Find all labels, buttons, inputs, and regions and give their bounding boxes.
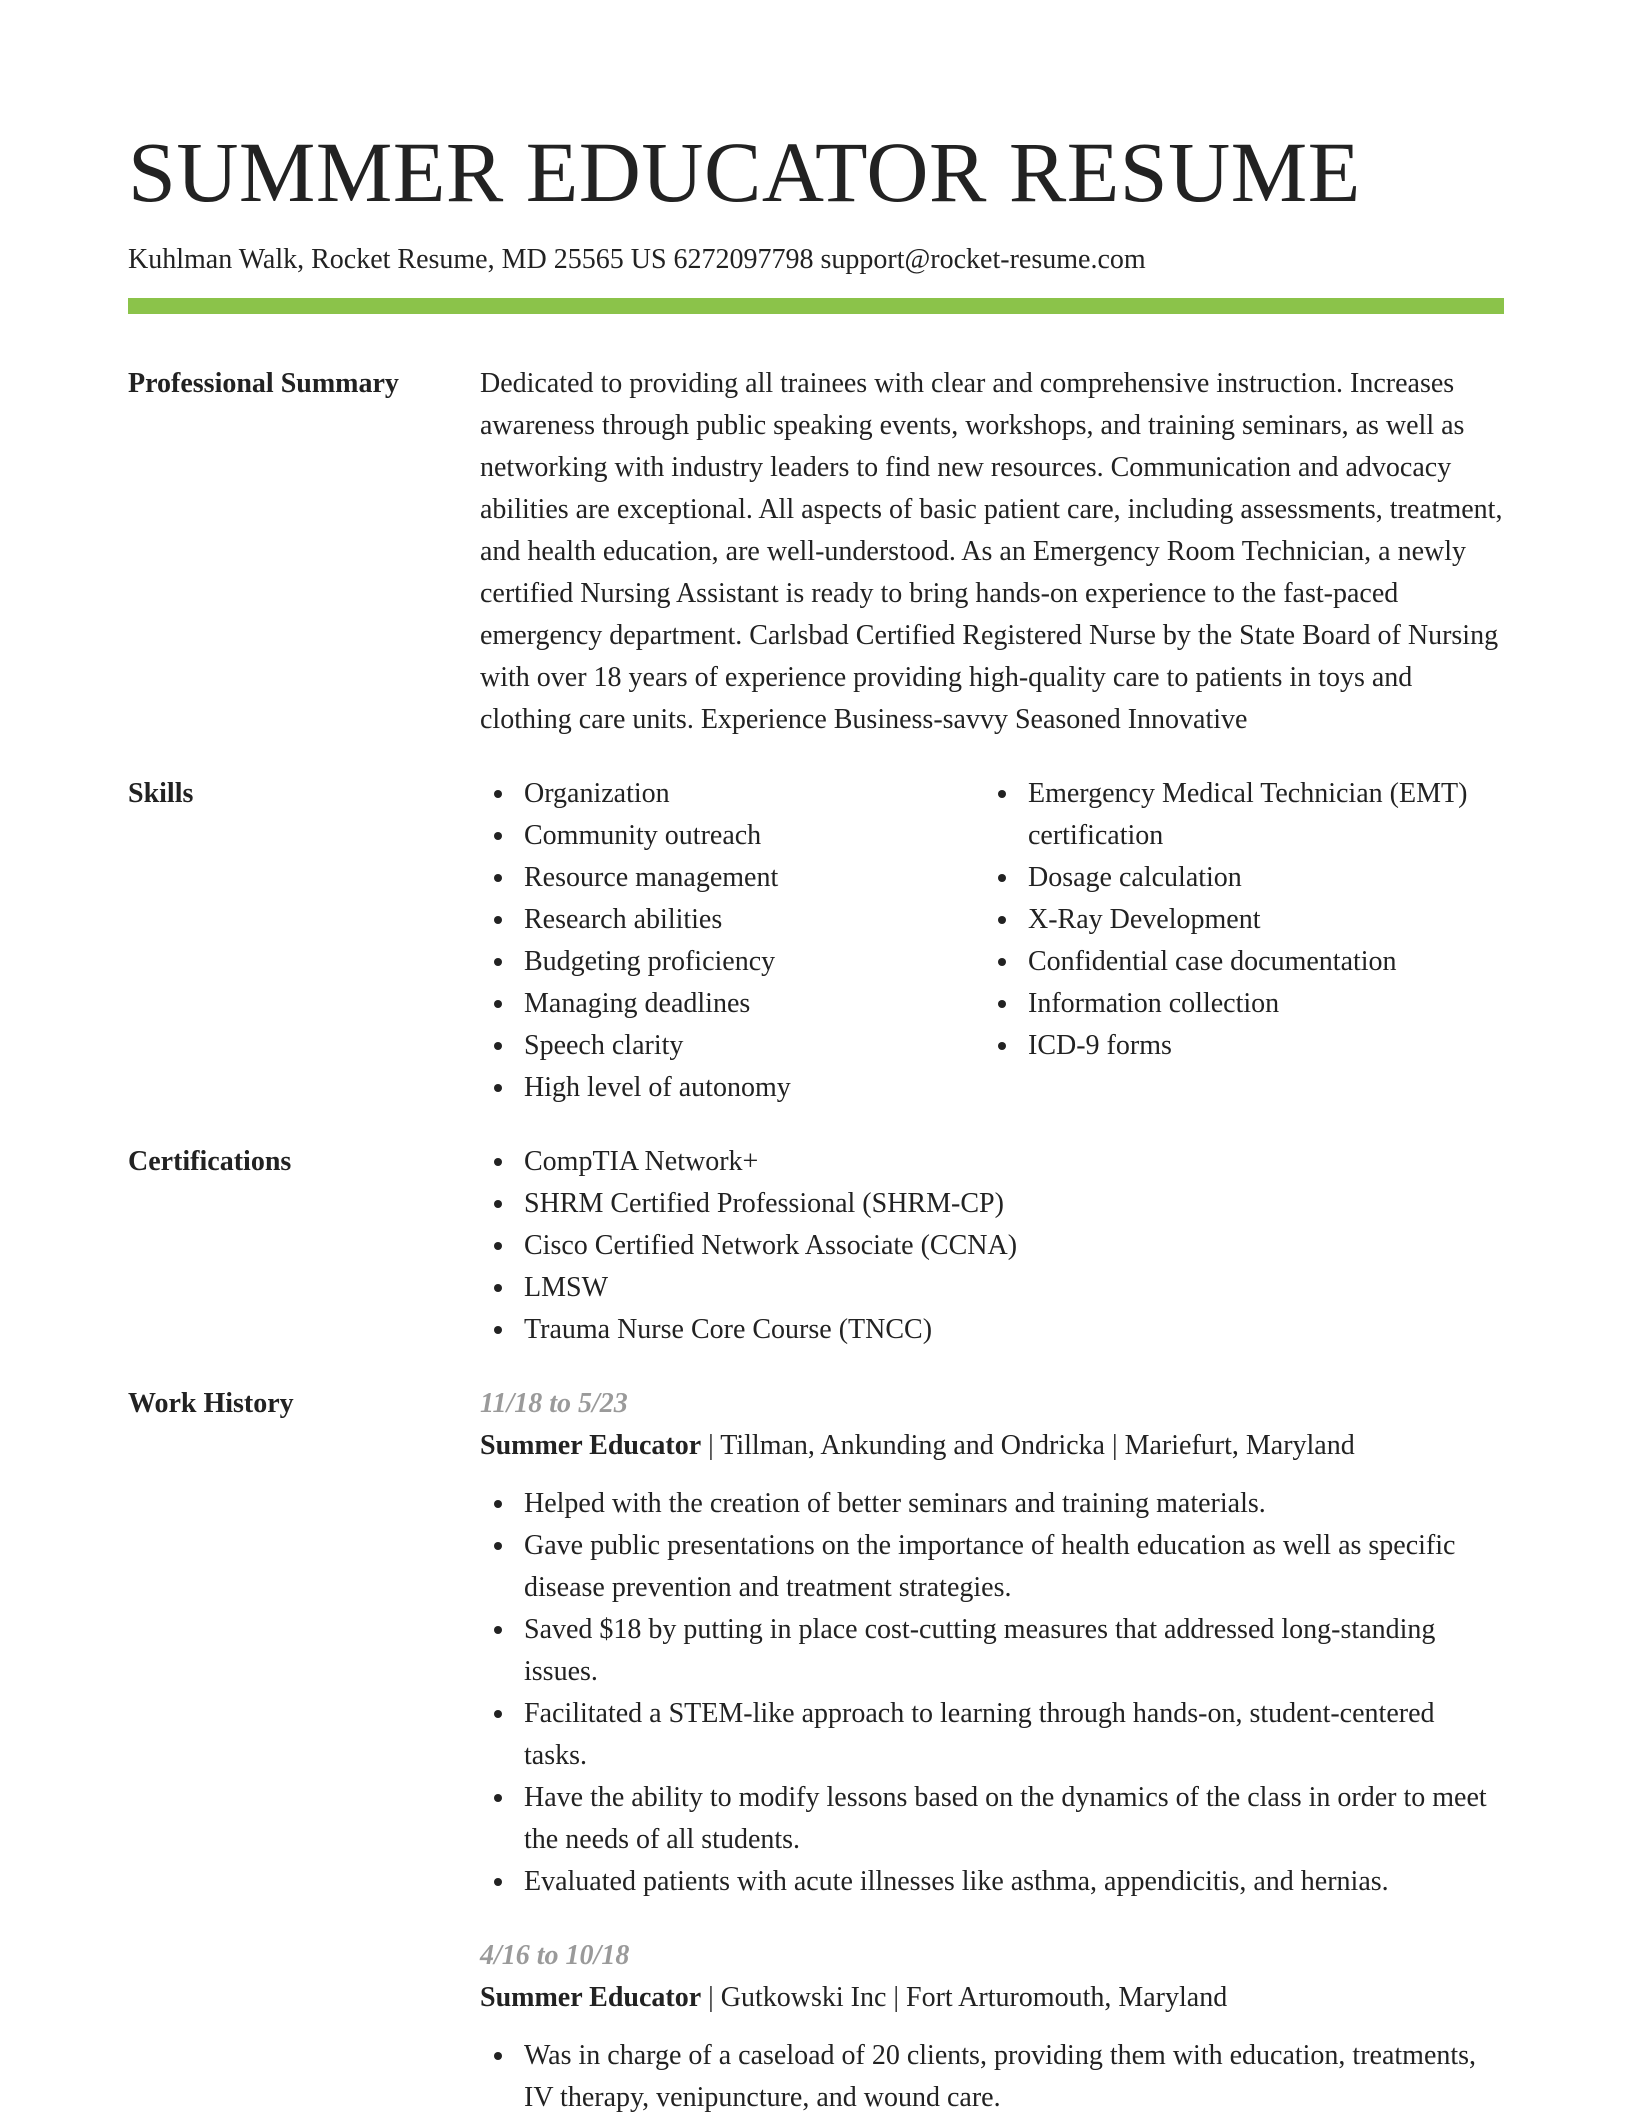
skill-item: Organization [480,773,984,815]
summary-section [128,363,1504,741]
skills-section [128,773,1504,1109]
work-history-heading: Work History [128,1388,294,1419]
job-bullet: Was in charge of a caseload of 20 clients, providing them with education, treatments, IV therapy, venipuncture, and wound care. [480,2035,1504,2112]
job-bullets [480,1483,1504,1903]
skills-list-left [480,773,984,1109]
job-dates: 11/18 to 5/23 [480,1388,628,1419]
skills-list-right [984,773,1488,1109]
contact-line: Kuhlman Walk, Rocket Resume, MD 25565 US 6272097798 support@rocket-resume.com [128,244,1146,275]
job-heading [480,1977,1504,2019]
skill-item: Emergency Medical Technician (EMT) certification [984,773,1488,857]
job-heading [480,1425,1504,1467]
skill-item: Resource management [480,857,984,899]
job-details: | Tillman, Ankunding and Ondricka | Mariefurt, Maryland [701,1430,1355,1461]
job-bullet: Saved $18 by putting in place cost-cutting measures that addressed long-standing issues. [480,1609,1504,1693]
job-entry [480,1935,1504,2112]
certifications-heading: Certifications [128,1146,292,1177]
job-details: | Gutkowski Inc | Fort Arturomouth, Maryland [701,1982,1228,2013]
skill-item: ICD-9 forms [984,1025,1488,1067]
skill-item: Speech clarity [480,1025,984,1067]
summary-heading: Professional Summary [128,368,399,399]
skill-item: High level of autonomy [480,1067,984,1109]
skill-item: Information collection [984,983,1488,1025]
certification-item: Cisco Certified Network Associate (CCNA) [480,1225,1504,1267]
job-bullet: Have the ability to modify lessons based on the dynamics of the class in order to meet the needs of all students. [480,1777,1504,1861]
job-bullet: Evaluated patients with acute illnesses like asthma, appendicitis, and hernias. [480,1861,1504,1903]
job-entry [480,1383,1504,1903]
work-history-body [480,1383,1504,2112]
certification-item: Trauma Nurse Core Course (TNCC) [480,1309,1504,1351]
job-bullet: Facilitated a STEM-like approach to learning through hands-on, student-centered tasks. [480,1693,1504,1777]
job-role: Summer Educator [480,1982,702,2013]
job-bullet: Helped with the creation of better seminars and training materials. [480,1483,1504,1525]
skill-item: Dosage calculation [984,857,1488,899]
certification-item: SHRM Certified Professional (SHRM-CP) [480,1183,1504,1225]
summary-text: Dedicated to providing all trainees with clear and comprehensive instruction. Increases awareness through public speaking events, workshops, and training seminars, as well as networking with industry leaders to find new resources. Communication and advocacy abilities are exceptional. All aspects of basic patient care, including assessments, treatment, and health education, are well-understood. As an Emergency Room Technician, a newly certified Nursing Assistant is ready to bring hands-on experience to the fast-paced emergency department. Carlsbad Certified Registered Nurse by the State Board of Nursing with over 18 years of experience providing high-quality care to patients in toys and clothing care units. Experience Business-savvy Seasoned Innovative [480,368,1503,735]
resume-title: SUMMER EDUCATOR RESUME [128,124,1361,220]
certifications-list [480,1141,1504,1351]
job-dates: 4/16 to 10/18 [480,1940,630,1971]
skill-item: Budgeting proficiency [480,941,984,983]
certification-item: CompTIA Network+ [480,1141,1504,1183]
skill-item: Research abilities [480,899,984,941]
skill-item: Confidential case documentation [984,941,1488,983]
certification-item: LMSW [480,1267,1504,1309]
skill-item: Managing deadlines [480,983,984,1025]
certifications-section [128,1141,1504,1351]
work-history-section [128,1383,1504,2112]
skills-columns [480,773,1504,1109]
job-bullet: Gave public presentations on the importance of health education as well as specific disease prevention and treatment strategies. [480,1525,1504,1609]
resume-page [128,120,1504,2112]
skills-heading: Skills [128,778,194,809]
skill-item: Community outreach [480,815,984,857]
job-bullets [480,2035,1504,2112]
job-role: Summer Educator [480,1430,702,1461]
accent-divider [128,298,1504,314]
skill-item: X-Ray Development [984,899,1488,941]
